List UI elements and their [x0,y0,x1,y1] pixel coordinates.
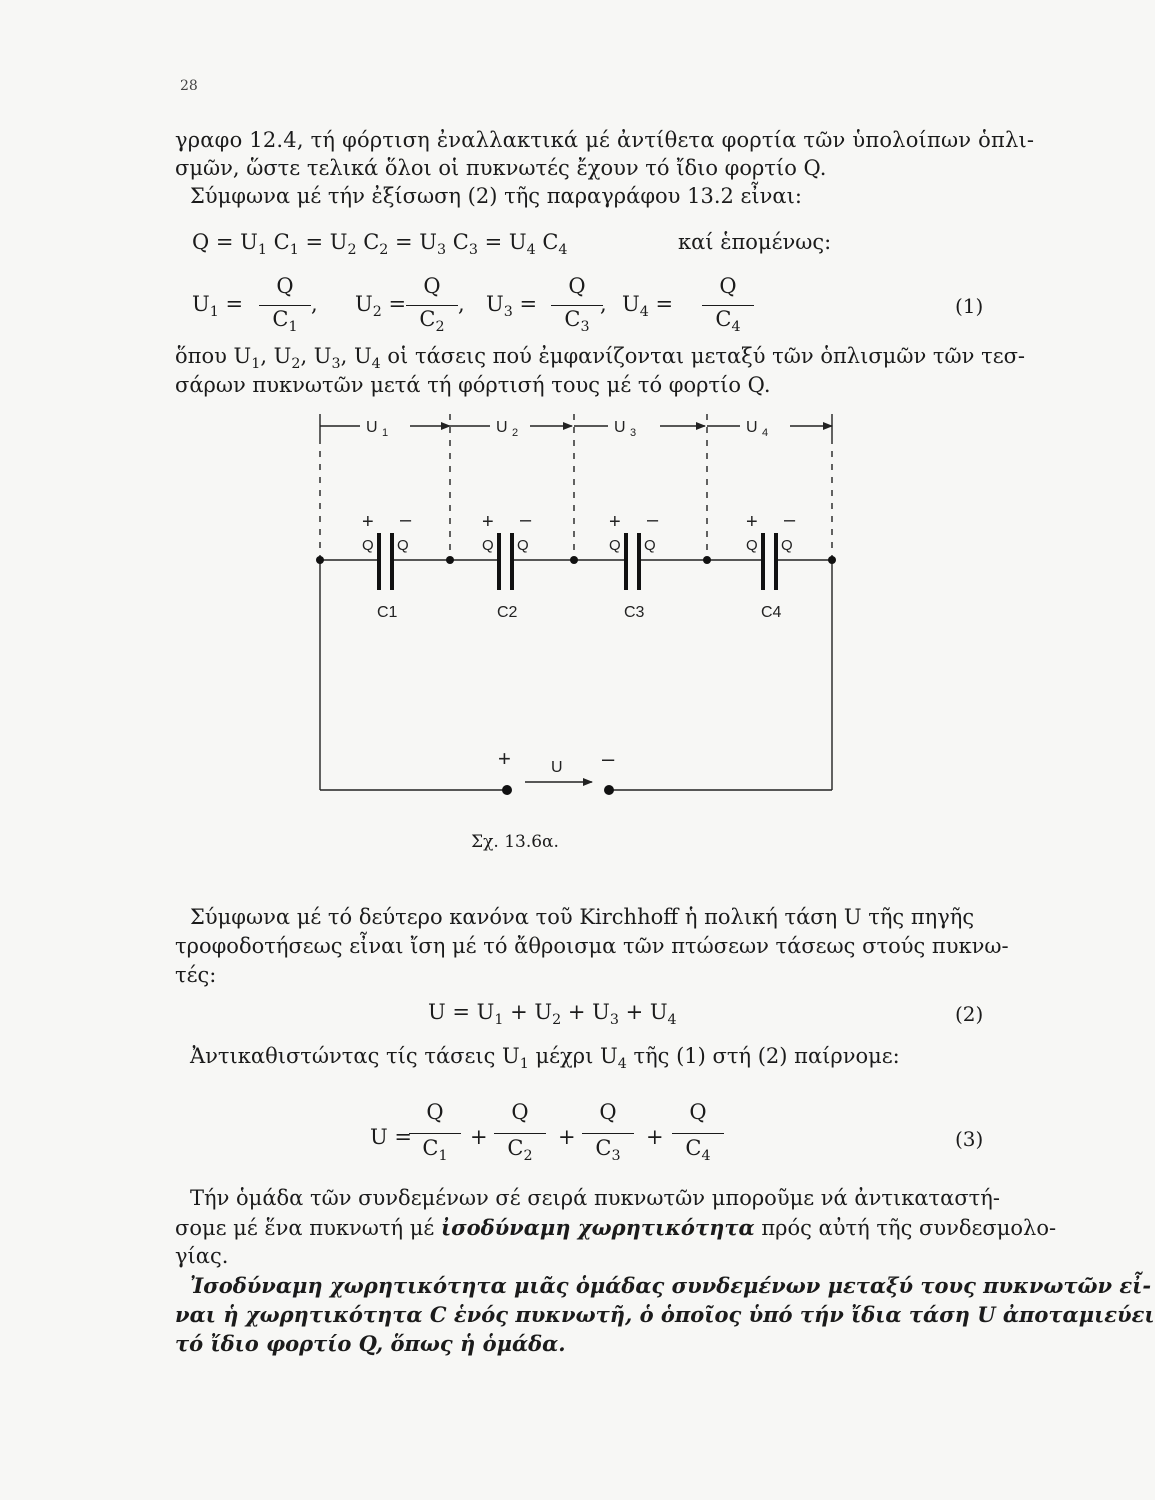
para2-line-1: ὅπου $U_1$, $U_2$, $U_3$, $U_4$ οἱ τάσεις πού ἐμφανίζονται μεταξύ τῶν ὁπλισμῶν τῶν τεσ- [175,344,1026,373]
cap3-minus-sign: – [647,509,659,531]
para5-line-3: γίας. [175,1244,229,1268]
cap4-minus-sign: – [784,509,796,531]
definition-line-1: Ἰσοδύναμη χωρητικότητα μιᾶς ὁμάδας συνδεμένων μεταξύ τους πυκνωτῶν εἶ- [190,1273,1152,1298]
fraction-numerator: Q [423,274,441,298]
fraction-denominator: $C_2$ [419,307,445,336]
eq1-u4-label: $U_4$ = [622,292,674,321]
para2-line-2: σάρων πυκνωτῶν μετά τή φόρτισή τους μέ τό φορτίο Q. [175,373,771,397]
eq1-u1-label: $U_1$ = [192,292,244,321]
fraction-numerator: Q [599,1100,617,1124]
cap3-plus-sign: + [609,511,621,533]
fraction-denominator: $C_2$ [507,1136,533,1165]
para5-line-1: Τήν ὁμάδα τῶν συνδεμένων σέ σειρά πυκνωτῶν μποροῦμε νά ἀντικαταστή- [190,1186,1000,1210]
definition-line-3: τό ἴδιο φορτίο Q, ὅπως ἡ ὁμάδα. [175,1331,566,1356]
cap1-plus-sign: + [362,511,374,533]
cap4-charge-left: Q [746,537,758,554]
fraction-numerator: Q [276,274,294,298]
capacitor-label-c1: C1 [377,604,398,621]
cap2-minus-sign: – [520,509,532,531]
eq3-fraction-4 [668,1100,728,1164]
fraction-numerator: Q [689,1100,707,1124]
cap2-plus-sign: + [482,511,494,533]
fraction-numerator: Q [511,1100,529,1124]
eq3-fraction-2 [490,1100,550,1164]
para3-line-1: Σύμφωνα μέ τό δεύτερο κανόνα τοῦ Kirchhoff ἡ πολική τάση U τῆς πηγῆς [190,905,975,929]
fraction-denominator: $C_3$ [595,1136,621,1165]
definition-line-2: ναι ἡ χωρητικότητα C ἑνός πυκνωτῆ, ὁ ὁποῖος ὑπό τήν ἴδια τάση U ἀποταμιεύει [175,1302,1155,1327]
fraction-numerator: Q [719,274,737,298]
cap3-charge-right: Q [644,537,656,554]
fraction-denominator: $C_4$ [715,307,741,336]
para3-line-2: τροφοδοτήσεως εἶναι ἴση μέ τό ἄθροισμα τῶν πτώσεων τάσεως στούς πυκνω- [175,934,1009,958]
cap2-charge-left: Q [482,537,494,554]
eq3-fraction-1 [405,1100,465,1164]
cap4-charge-right: Q [781,537,793,554]
figure-caption: Σχ. 13.6α. [471,832,559,852]
para1-line-3: Σύμφωνα μέ τήν ἐξίσωση (2) τῆς παραγράφου 13.2 εἶναι: [190,184,802,208]
eq3-fraction-3 [578,1100,638,1164]
para4-line: Ἀντικαθιστώντας τίς τάσεις $U_1$ μέχρι $U_4$ τῆς (1) στή (2) παίρνομε: [190,1044,900,1073]
fraction-denominator: $C_1$ [422,1136,448,1165]
voltage-label-u3: U $_3$ [614,419,637,439]
cap1-charge-right: Q [397,537,409,554]
voltage-label-u2: U $_2$ [496,419,519,439]
main-equation-suffix: καί ἑπομένως: [678,230,832,254]
para1-line-1: γραφο 12.4, τή φόρτιση ἐναλλακτικά μέ ἀντίθετα φορτία τῶν ὑπολοίπων ὁπλι- [175,128,1035,152]
eq1-u2-label: $U_2$ = [355,292,407,321]
main-equation: $Q = U_1$ $C_1 = U_2$ $C_2 = U_3$ $C_3 = U_4$ $C_4$ [192,230,568,259]
eq2-number: (2) [955,1002,984,1026]
eq2: $U = U_1 + U_2 + U_3 + U_4$ [428,1000,677,1029]
source-voltage-label: U [551,759,563,776]
eq1-u3-label: $U_3$ = [486,292,538,321]
cap2-charge-right: Q [517,537,529,554]
fraction-denominator: $C_1$ [272,307,298,336]
voltage-label-u1: U $_1$ [366,419,389,439]
source-minus-sign: – [602,746,615,771]
source-plus-sign: + [498,746,511,771]
page-number: 28 [180,78,198,94]
para5-line-2: σομε μέ ἕνα πυκνωτή μέ ἰσοδύναμη χωρητικότητα πρός αὐτή τῆς συνδεσμολο- [175,1215,1057,1240]
eq3-u-label: U = [370,1125,412,1149]
para1-line-2: σμῶν, ὥστε τελικά ὅλοι οἱ πυκνωτές ἔχουν τό ἴδιο φορτίο Q. [175,156,827,180]
capacitor-label-c4: C4 [761,604,782,621]
term-equivalent-capacitance: ἰσοδύναμη χωρητικότητα [440,1215,755,1240]
cap4-plus-sign: + [746,511,758,533]
para3-line-3: τές: [175,963,217,987]
fraction-denominator: $C_3$ [564,307,590,336]
cap3-charge-left: Q [609,537,621,554]
fraction-numerator: Q [568,274,586,298]
cap1-minus-sign: – [400,509,412,531]
capacitor-label-c3: C3 [624,604,645,621]
cap1-charge-left: Q [362,537,374,554]
capacitor-label-c2: C2 [497,604,518,621]
voltage-label-u4: U $_4$ [746,419,769,439]
fraction-numerator: Q [426,1100,444,1124]
eq1-number: (1) [955,294,984,318]
eq3-number: (3) [955,1127,984,1151]
fraction-denominator: $C_4$ [685,1136,711,1165]
